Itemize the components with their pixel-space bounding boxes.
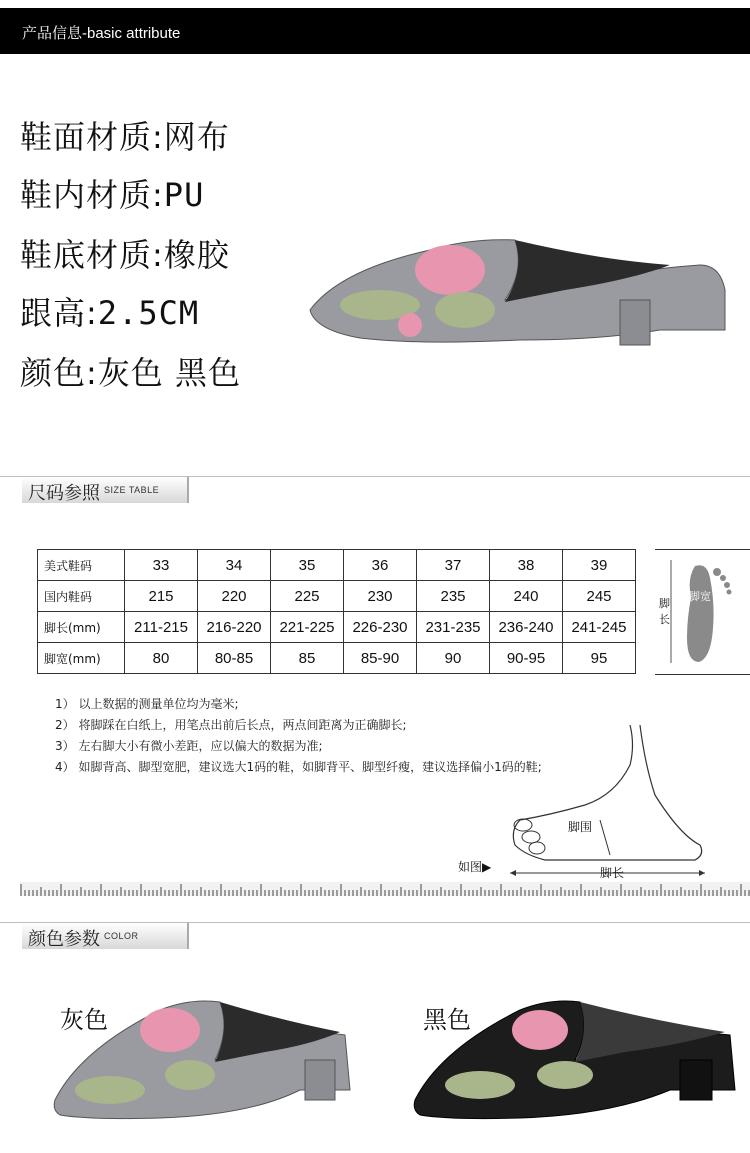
foot-length-label: 脚长 bbox=[659, 597, 670, 626]
table-cell: 90-95 bbox=[490, 643, 563, 674]
attr-colors: 颜色:灰色 黑色 bbox=[20, 354, 241, 392]
table-cell: 35 bbox=[271, 550, 344, 581]
attr-upper-material: 鞋面材质:网布 bbox=[20, 118, 230, 156]
shoe-black-image bbox=[410, 990, 745, 1125]
table-cell: 33 bbox=[125, 550, 198, 581]
table-cell: 231-235 bbox=[417, 612, 490, 643]
flower-embroidery bbox=[140, 1008, 200, 1052]
attr-label: 颜色 bbox=[20, 354, 87, 392]
table-cell: 85-90 bbox=[344, 643, 417, 674]
size-section-subtitle: SIZE TABLE bbox=[104, 485, 160, 495]
attr-value: 网布 bbox=[163, 118, 230, 156]
foot-width-label: 脚宽 bbox=[689, 590, 711, 603]
arrow-right-icon: ▶ bbox=[482, 860, 492, 874]
note-item: 4） 如脚背高、脚型宽肥，建议选大1码的鞋，如脚背平、脚型纤瘦，建议选择偏小1码的鞋; bbox=[55, 760, 542, 774]
table-cell: 226-230 bbox=[344, 612, 417, 643]
flower-embroidery bbox=[398, 313, 422, 337]
table-row bbox=[38, 550, 636, 581]
table-cell: 225 bbox=[271, 581, 344, 612]
header-bar bbox=[0, 8, 750, 54]
table-row bbox=[38, 612, 636, 643]
attr-label: 鞋底材质 bbox=[20, 236, 153, 274]
table-cell: 85 bbox=[271, 643, 344, 674]
attr-heel-height: 跟高:2.5CM bbox=[20, 294, 200, 332]
attr-value: 橡胶 bbox=[163, 236, 230, 274]
foot-side-diagram bbox=[505, 725, 715, 885]
foot-sole-diagram bbox=[655, 549, 750, 675]
leaf-embroidery bbox=[537, 1061, 593, 1089]
foot-sole-icon bbox=[665, 558, 745, 668]
color-section-subtitle: COLOR bbox=[104, 931, 139, 941]
figure-label bbox=[458, 858, 491, 875]
table-cell: 215 bbox=[125, 581, 198, 612]
table-cell: 37 bbox=[417, 550, 490, 581]
table-cell: 80 bbox=[125, 643, 198, 674]
shoe-gray-image bbox=[50, 990, 360, 1125]
table-cell: 236-240 bbox=[490, 612, 563, 643]
table-cell: 235 bbox=[417, 581, 490, 612]
attr-value: 灰色 黑色 bbox=[97, 354, 241, 392]
size-section-title: 尺码参照 bbox=[28, 483, 100, 504]
color-section-tag bbox=[22, 923, 189, 949]
table-cell: 245 bbox=[563, 581, 636, 612]
attr-value: PU bbox=[163, 176, 205, 214]
attr-label: 鞋内材质 bbox=[20, 176, 153, 214]
row-header: 脚长(mm) bbox=[38, 612, 125, 643]
table-cell: 36 bbox=[344, 550, 417, 581]
leaf-embroidery bbox=[435, 292, 495, 328]
table-cell: 39 bbox=[563, 550, 636, 581]
foot-girth-label: 脚围 bbox=[568, 820, 593, 834]
table-cell: 34 bbox=[198, 550, 271, 581]
table-cell: 80-85 bbox=[198, 643, 271, 674]
table-row bbox=[38, 581, 636, 612]
attr-label: 鞋面材质 bbox=[20, 118, 153, 156]
header-title: 产品信息-basic attribute bbox=[22, 25, 181, 42]
product-shoe-image bbox=[300, 210, 750, 360]
table-cell: 220 bbox=[198, 581, 271, 612]
foot-length-label-side: 脚长 bbox=[600, 866, 625, 880]
row-header: 脚宽(mm) bbox=[38, 643, 125, 674]
table-cell: 90 bbox=[417, 643, 490, 674]
table-cell: 95 bbox=[563, 643, 636, 674]
table-cell: 38 bbox=[490, 550, 563, 581]
size-table bbox=[37, 549, 636, 674]
table-cell: 241-245 bbox=[563, 612, 636, 643]
table-cell: 240 bbox=[490, 581, 563, 612]
color-section-title: 颜色参数 bbox=[28, 929, 100, 950]
flower-embroidery bbox=[512, 1010, 568, 1050]
attr-sole-material: 鞋底材质:橡胶 bbox=[20, 236, 230, 274]
note-item: 2） 将脚踩在白纸上，用笔点出前后长点，两点间距离为正确脚长; bbox=[55, 718, 407, 732]
flower-embroidery bbox=[415, 245, 485, 295]
attr-label: 跟高 bbox=[20, 294, 87, 332]
leaf-embroidery bbox=[165, 1060, 215, 1090]
size-section-tag bbox=[22, 477, 189, 503]
table-cell: 221-225 bbox=[271, 612, 344, 643]
figure-label-text: 如图 bbox=[458, 860, 483, 874]
attr-lining-material: 鞋内材质:PU bbox=[20, 176, 205, 214]
leaf-embroidery bbox=[75, 1076, 145, 1104]
table-row bbox=[38, 643, 636, 674]
attr-value: 2.5CM bbox=[97, 294, 200, 332]
note-item: 3） 左右脚大小有微小差距，应以偏大的数据为准; bbox=[55, 739, 323, 753]
note-item: 1） 以上数据的测量单位均为毫米; bbox=[55, 697, 239, 711]
table-cell: 211-215 bbox=[125, 612, 198, 643]
row-header: 美式鞋码 bbox=[38, 550, 125, 581]
row-header: 国内鞋码 bbox=[38, 581, 125, 612]
color-name-black: 黑色 bbox=[423, 1006, 471, 1034]
leaf-embroidery bbox=[445, 1071, 515, 1099]
ruler-graphic bbox=[20, 882, 750, 896]
color-name-gray: 灰色 bbox=[60, 1006, 108, 1034]
table-cell: 216-220 bbox=[198, 612, 271, 643]
table-cell: 230 bbox=[344, 581, 417, 612]
